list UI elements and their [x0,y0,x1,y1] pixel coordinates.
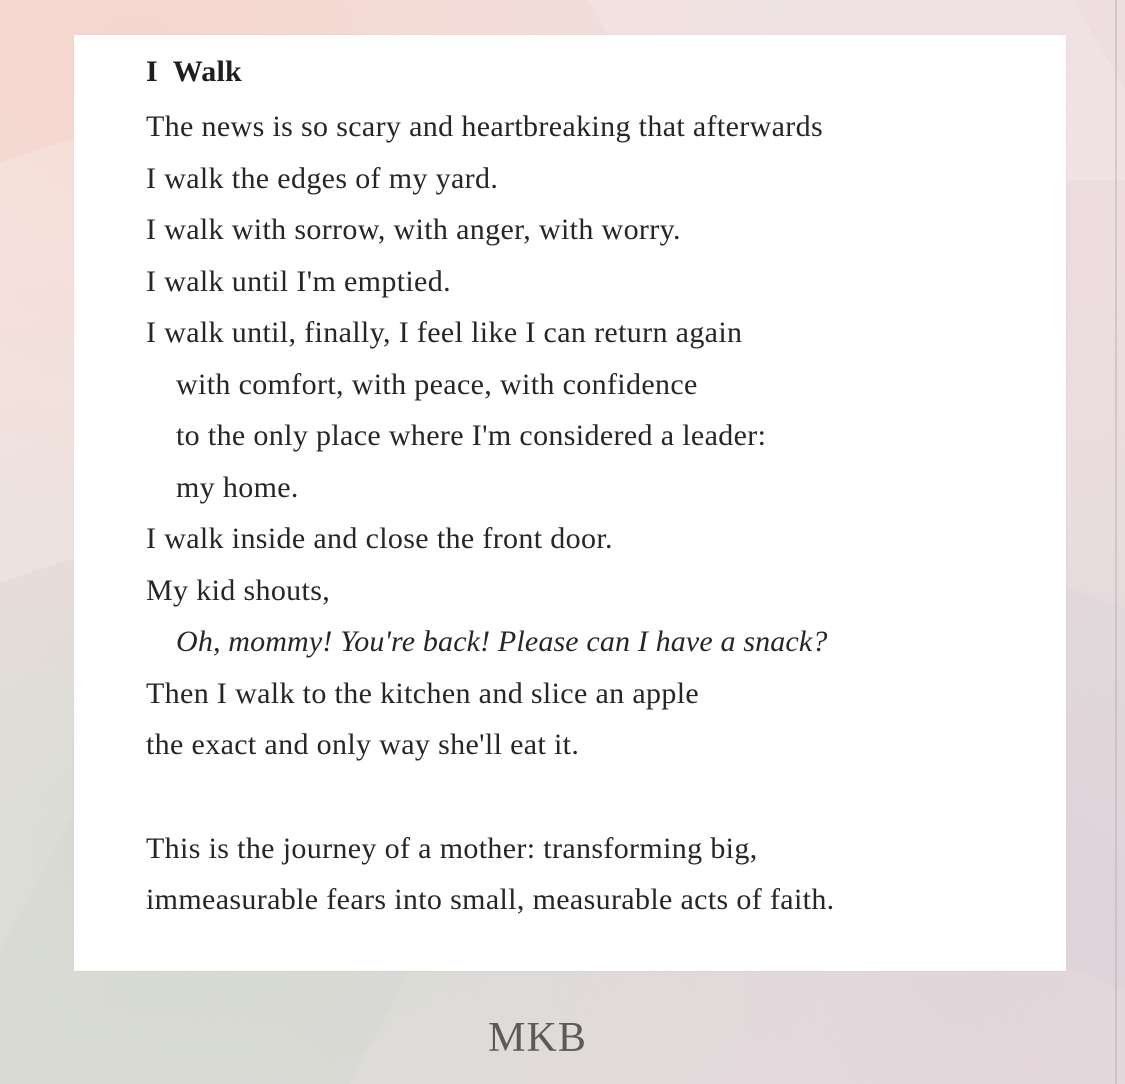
poem-line: I walk until I'm emptied. [146,264,451,298]
poem-line: The news is so scary and heartbreaking that afterwards [146,110,823,143]
poem-line: to the only place where I'm considered a leader: [176,419,767,452]
edge-divider [1115,0,1117,1084]
coda-line: This is the journey of a mother: transforming big, [146,832,758,865]
poem-line: I walk the edges of my yard. [146,161,499,195]
poem-line: I walk with sorrow, with anger, with worry. [146,213,681,246]
author-signature: MKB [488,1015,587,1061]
poem-body [146,107,828,777]
poem-line: My kid shouts, [146,573,331,607]
poem-line-quote: Oh, mommy! You're back! Please can I have a snack? [176,625,828,658]
poem-line: with comfort, with peace, with confidence [176,367,698,401]
poem-line: the exact and only way she'll eat it. [146,728,580,761]
poem-title: I Walk [146,55,242,88]
poem-line: Then I walk to the kitchen and slice an apple [146,676,700,710]
poem-card [74,35,1066,971]
poem-line: I walk inside and close the front door. [146,522,613,555]
coda-line: immeasurable fears into small, measurable acts of faith. [146,883,835,916]
poem-coda [146,829,835,931]
poem-line: I walk until, finally, I feel like I can return again [146,316,743,349]
poem-line: my home. [176,470,299,504]
